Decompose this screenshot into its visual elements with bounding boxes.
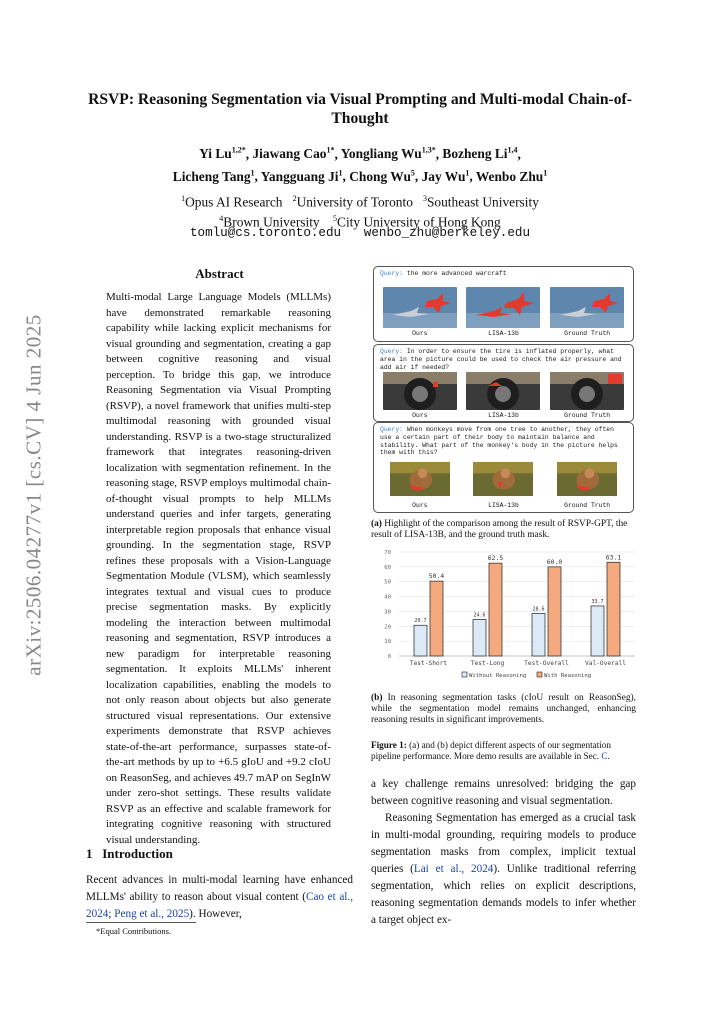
legend-swatch (537, 672, 542, 677)
bar (473, 619, 486, 656)
result-lisa: LISA-13b (473, 458, 533, 509)
data-label: 62.5 (487, 554, 504, 563)
result-lisa: LISA-13b (466, 372, 540, 419)
data-label: 50.4 (428, 572, 445, 581)
abstract-section (86, 266, 353, 848)
author-name: Licheng Tang$^1$ (172, 168, 255, 184)
affiliation-1: Opus AI Research (185, 194, 283, 210)
monkey-image (390, 458, 450, 500)
y-tick-label: 20 (384, 624, 391, 631)
x-tick-label: Val-Overall (585, 660, 626, 667)
affiliation-2: University of Toronto (296, 194, 413, 210)
result-ours: Ours (390, 458, 450, 509)
author-name: Yangguang Ji$^1$ (260, 168, 343, 184)
y-tick-label: 70 (384, 550, 391, 556)
bar (532, 614, 545, 656)
affiliation-5: City University of Hong Kong (337, 214, 501, 230)
y-tick-label: 60 (384, 564, 391, 571)
introduction-heading: 1 Introduction (86, 846, 173, 861)
author-name: Chong Wu$^5$ (349, 168, 415, 184)
legend-label: Without Reasoning (469, 673, 527, 679)
paragraph: a key challenge remains unresolved: bridging the gap between cognitive reasoning and visual segmentation. (371, 778, 636, 807)
legend-label: With Reasoning (544, 673, 592, 679)
arxiv-identifier: arXiv:2506.04277v1 [cs.CV] 4 Jun 2025 (21, 314, 46, 676)
figure-panel-monkey (373, 422, 634, 513)
query-text: Query: the more advanced warcraft (380, 270, 507, 277)
bar (591, 606, 604, 656)
affiliation-3: Southeast University (426, 194, 539, 210)
citation-link[interactable]: Cao et al., 2024 (86, 891, 354, 920)
aircraft-image (466, 287, 540, 328)
subfigure-b-caption: (b) In reasoning segmentation tasks (cIoU result on ReasonSeg), while the segmentation model remains unchanged, enhancing reasoning results in significant improvements. (371, 693, 636, 725)
paragraph: Reasoning Segmentation has emerged as a crucial task in multi-modal grounding, requiring models to produce segmentation masks from complex, implicit textual queries (Lai et al., 2024). Unlike traditional referring segmentation, which relies on explicit descriptions, reasoning segmentation demands models to infer whether a target object ex- (371, 812, 636, 926)
bar (430, 581, 443, 656)
author-name: Wenbo Zhu$^1$ (475, 168, 548, 184)
citation-link[interactable]: Lai et al., 2024 (413, 863, 494, 875)
bar (607, 562, 620, 656)
subfigure-a-caption: (a) Highlight of the comparison among the result of RSVP-GPT, the result of LISA-13B, and the ground truth mask. (371, 519, 628, 540)
citation-link[interactable]: Peng et al., 2025 (114, 908, 190, 920)
y-tick-label: 10 (384, 639, 391, 646)
figure-panel-aircraft (373, 266, 634, 342)
result-ground-truth: Ground Truth (557, 458, 617, 509)
result-ground-truth: Ground Truth (550, 287, 624, 337)
author-list: Yi $Lu^{1,2*}$, Jiawang Cao$^{1*}$, Yongliang $Wu^{1,3*}$, Bozheng Li$^{1,4}$, Licheng Tang$^1$, Yangguang Ji$^1$, Chong Wu$^5$, Jay Wu$^1$, Wenbo Zhu$^1$ (172, 146, 548, 184)
author-emails: tomlu@cs.toronto.edu wenbo_zhu@berkeley.edu (189, 226, 531, 240)
bar-chart (365, 546, 640, 688)
author-name: Bozheng Li$^{1,4}$ (442, 146, 518, 162)
data-label: 20.7 (414, 618, 427, 625)
monkey-image (473, 458, 533, 500)
author-name: Yi $Lu^{1,2*}$ (199, 146, 246, 162)
bar (548, 567, 561, 656)
bar (414, 625, 427, 656)
body-text-right-column (371, 776, 636, 929)
introduction-text: Recent advances in multi-modal learning have enhanced MLLMs' ability to reason about visual content (Cao et al., 2024; Peng et al., 2025). However, (86, 874, 354, 920)
footnote-rule (86, 922, 196, 923)
tire-image (466, 372, 540, 410)
tire-image (383, 372, 457, 410)
data-label: 28.6 (532, 606, 545, 613)
result-ground-truth: Ground Truth (550, 372, 624, 419)
x-tick-label: Test-Long (470, 660, 505, 667)
legend-swatch (462, 672, 467, 677)
aircraft-image (383, 287, 457, 328)
figure-panel-tire (373, 344, 634, 422)
x-tick-label: Test-Short (409, 660, 448, 667)
data-label: 63.1 (605, 553, 622, 562)
query-text: Query: When monkeys move from one tree to another, they often use a certain part of their body to maintain balance and stability. What part of the monkey's body in the picture helps them with this? (380, 426, 618, 457)
affiliations: $^1$Opus AI Research $^2$University of Toronto $^3$Southeast University $^4$Brown University $^5$City University of Hong Kong (181, 194, 539, 230)
paper-title: RSVP: Reasoning Segmentation via Visual Prompting and Multi-modal Chain-of-Thought (88, 91, 632, 127)
bar (489, 563, 502, 656)
footnote: *Equal Contributions. (96, 926, 172, 936)
author-name: Yongliang $Wu^{1,3*}$ (340, 146, 436, 162)
y-tick-label: 40 (384, 594, 391, 601)
result-ours: Ours (383, 287, 457, 337)
tire-image (550, 372, 624, 410)
result-lisa: LISA-13b (466, 287, 540, 337)
affiliation-4: Brown University (223, 214, 320, 230)
result-ours: Ours (383, 372, 457, 419)
y-tick-label: 0 (387, 654, 391, 660)
aircraft-image (550, 287, 624, 328)
y-tick-label: 30 (384, 609, 391, 616)
section-link[interactable]: C (601, 750, 608, 761)
author-name: Jay Wu$^1$ (421, 168, 470, 184)
author-name: Jiawang Cao$^{1*}$ (252, 146, 335, 162)
abstract-heading: Abstract (195, 266, 244, 281)
figure-caption: Figure 1: (a) and (b) depict different aspects of our segmentation pipeline performance. More demo results are available in Sec. C. (371, 740, 611, 761)
data-label: 33.7 (591, 598, 604, 605)
y-tick-label: 50 (384, 579, 391, 586)
data-label: 60.0 (546, 557, 563, 566)
monkey-image (557, 458, 617, 500)
query-text: Query: In order to ensure the tire is inflated properly, what area in the picture could be used to check the air pressure and add air if needed? (380, 348, 622, 371)
data-label: 24.6 (473, 612, 486, 619)
x-tick-label: Test-Overall (524, 660, 569, 667)
abstract-text: Multi-modal Large Language Models (MLLMs) have demonstrated remarkable reasoning capability while lacking explicit mechanisms for visual grounding and segmentation, creating a gap between cognitive reasoning and visual perception. To bridge this gap, we introduce Reasoning Segmentation via Visual Prompting (RSVP), a novel framework that unifies multi-step multimodal reasoning with grounded visual understanding. RSVP is a two-stage structuralized framework that integrates reasoning-driven localization with segmentation refinement. In the reasoning stage, RSVP employs multimodal chain-of-thought visual prompts to help MLLMs understand queries and infer targets, generating interpretable region proposals that enhance visual grounding. In the segmentation stage, RSVP refines these proposals with a Vision-Language Segmentation Module (VLSM), which seamlessly integrates textual and visual cues to produce precise segmentation masks. By explicitly modeling the interaction between multimodal reasoning and segmentation, RSVP introduces a new paradigm for interpretable reasoning segmentation. It exploits MLLMs' inherent localization capabilities, enabling the models to not only reason about objects but also generate structured visual representations. Our extensive experiments demonstrate that RSVP achieves state-of-the-art performance, surpasses state-of-the-art methods by up to +6.5 gIoU and +9.2 cIoU on ReasonSeg, and achieves 49.7 mAP on SegInW under zero-shot settings. These results validate RSVP as an effective and scalable framework for integrating cognitive reasoning with structured visual understanding. (106, 291, 331, 846)
